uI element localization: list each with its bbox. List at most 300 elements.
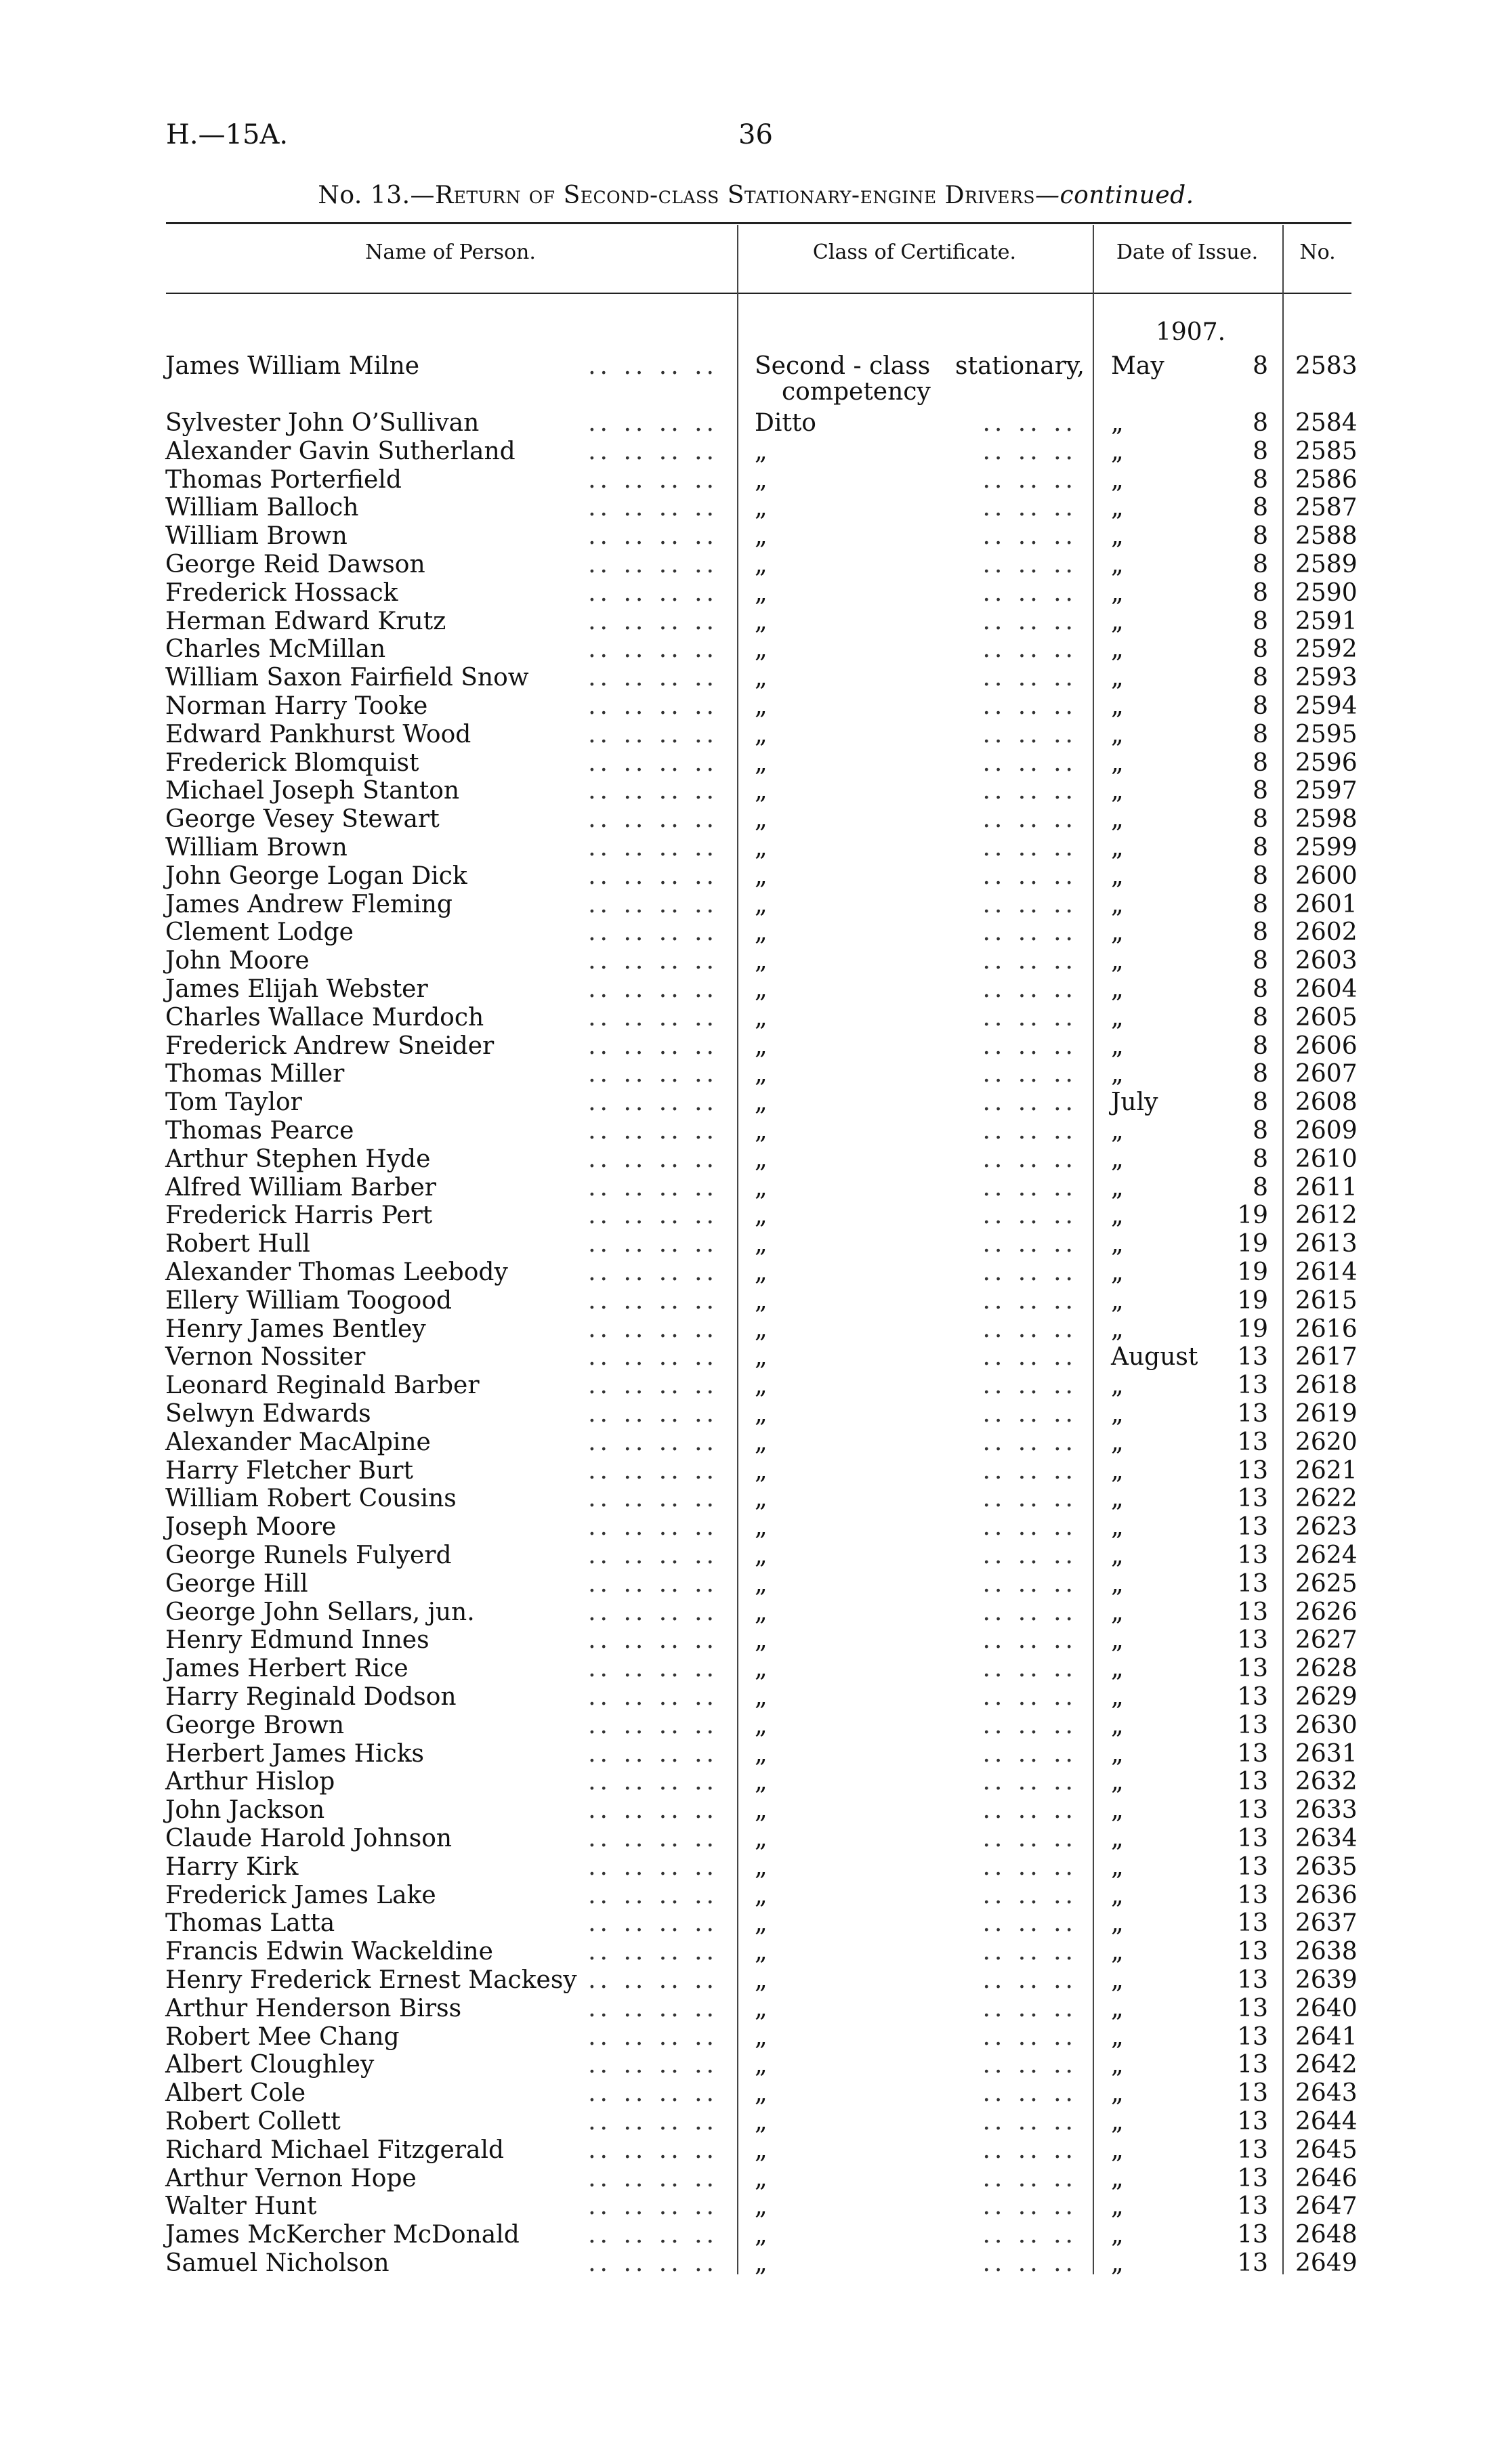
- leader-dots: .. .. ..: [982, 1202, 1077, 1230]
- certificate-number: 2644: [1295, 2108, 1358, 2136]
- leader-dots: .. .. ..: [982, 1994, 1077, 2022]
- leader-dots: .. .. .. ..: [588, 1683, 718, 1711]
- leader-dots: .. .. .. ..: [588, 1343, 718, 1372]
- table-row: [0, 1032, 1512, 1061]
- certificate-class: „: [755, 1003, 768, 1032]
- person-name: Alexander Gavin Sutherland: [165, 437, 516, 465]
- issue-month: „: [1111, 1569, 1124, 1598]
- person-name: Arthur Hislop: [165, 1768, 335, 1796]
- issue-month: „: [1111, 465, 1124, 494]
- table-row: [0, 834, 1512, 862]
- leader-dots: .. .. ..: [982, 1542, 1077, 1569]
- issue-day: 13: [1237, 1372, 1268, 1400]
- issue-day: 8: [1253, 777, 1268, 805]
- certificate-number: 2637: [1295, 1909, 1358, 1938]
- issue-day: 13: [1237, 1796, 1268, 1825]
- table-row: [0, 2023, 1512, 2052]
- issue-day: 8: [1253, 1032, 1268, 1060]
- certificate-number: 2636: [1295, 1881, 1358, 1909]
- certificate-number: 2608: [1295, 1088, 1358, 1117]
- person-name: Ellery William Toogood: [165, 1286, 453, 1315]
- table-row: [0, 777, 1512, 805]
- leader-dots: .. .. ..: [982, 2108, 1077, 2136]
- leader-dots: .. .. ..: [982, 1032, 1077, 1060]
- table-row: [0, 438, 1512, 466]
- person-name: John Moore: [165, 947, 310, 975]
- certificate-class: „: [755, 1372, 768, 1400]
- leader-dots: .. .. ..: [982, 1258, 1077, 1286]
- person-name: Robert Hull: [165, 1230, 310, 1258]
- leader-dots: .. .. .. ..: [588, 918, 718, 947]
- issue-day: 13: [1237, 1683, 1268, 1711]
- certificate-class: „: [755, 522, 768, 551]
- issue-day: 8: [1253, 1088, 1268, 1117]
- table-row: [0, 721, 1512, 749]
- person-name: Albert Cloughley: [165, 2051, 375, 2079]
- leader-dots: .. .. ..: [982, 1286, 1077, 1315]
- leader-dots: .. .. .. ..: [588, 465, 718, 494]
- leader-dots: .. .. ..: [982, 607, 1077, 635]
- issue-month: „: [1111, 1626, 1124, 1655]
- certificate-class: „: [755, 777, 768, 805]
- issue-day: 8: [1253, 1060, 1268, 1088]
- leader-dots: .. .. ..: [982, 692, 1077, 720]
- person-name: John George Logan Dick: [165, 862, 467, 890]
- leader-dots: .. .. ..: [982, 664, 1077, 692]
- issue-day: 8: [1253, 409, 1268, 437]
- issue-day: 13: [1237, 2192, 1268, 2221]
- certificate-class: „: [755, 1173, 768, 1202]
- certificate-number: 2594: [1295, 692, 1358, 720]
- issue-day: 19: [1237, 1230, 1268, 1258]
- leader-dots: .. .. ..: [982, 578, 1077, 607]
- certificate-class: „: [755, 2164, 768, 2192]
- issue-month: „: [1111, 1145, 1124, 1173]
- issue-day: 8: [1253, 437, 1268, 465]
- issue-day: 8: [1253, 1145, 1268, 1173]
- table-row: [0, 2192, 1512, 2221]
- issue-day: 13: [1237, 1626, 1268, 1655]
- issue-month: „: [1111, 409, 1124, 437]
- person-name: Charles Wallace Murdoch: [165, 1003, 484, 1032]
- certificate-number: 2622: [1295, 1485, 1358, 1513]
- issue-day: 13: [1237, 1825, 1268, 1852]
- person-name: Norman Harry Tooke: [165, 692, 428, 720]
- leader-dots: .. .. .. ..: [588, 2079, 718, 2108]
- leader-dots: .. .. ..: [982, 1881, 1077, 1909]
- issue-month: „: [1111, 1173, 1124, 1202]
- certificate-class: „: [755, 2108, 768, 2136]
- leader-dots: .. .. ..: [982, 2051, 1077, 2079]
- certificate-class: „: [755, 664, 768, 692]
- certificate-class: „: [755, 494, 768, 522]
- certificate-class: „: [755, 975, 768, 1003]
- table-row: [0, 1938, 1512, 1966]
- certificate-number: 2602: [1295, 918, 1358, 947]
- leader-dots: .. .. ..: [982, 2192, 1077, 2221]
- certificate-number: 2596: [1295, 748, 1358, 777]
- issue-day: 8: [1253, 720, 1268, 748]
- table-row: [0, 918, 1512, 947]
- issue-day: 13: [1237, 1938, 1268, 1966]
- certificate-number: 2598: [1295, 805, 1358, 834]
- table-row: [0, 805, 1512, 834]
- issue-month: „: [1111, 1513, 1124, 1542]
- issue-month: „: [1111, 1768, 1124, 1796]
- certificate-number: 2616: [1295, 1315, 1358, 1343]
- certificate-number: 2619: [1295, 1400, 1358, 1428]
- leader-dots: .. .. .. ..: [588, 664, 718, 692]
- certificate-class: „: [755, 635, 768, 664]
- leader-dots: .. .. .. ..: [588, 1456, 718, 1485]
- certificate-class: „: [755, 1966, 768, 1994]
- leader-dots: .. .. ..: [982, 1655, 1077, 1683]
- leader-dots: .. .. .. ..: [588, 1003, 718, 1032]
- person-name: William Saxon Fairfield Snow: [165, 664, 529, 692]
- certificate-number: 2629: [1295, 1683, 1358, 1711]
- leader-dots: .. .. ..: [982, 494, 1077, 522]
- issue-day: 8: [1253, 805, 1268, 834]
- certificate-number: 2635: [1295, 1852, 1358, 1881]
- issue-day: 13: [1237, 2022, 1268, 2051]
- issue-day: 8: [1253, 862, 1268, 890]
- table-row: [0, 1995, 1512, 2023]
- leader-dots: .. .. ..: [982, 1909, 1077, 1938]
- leader-dots: .. .. .. ..: [588, 2136, 718, 2164]
- certificate-class: „: [755, 1825, 768, 1852]
- table-row: [0, 1145, 1512, 1174]
- issue-day: 13: [1237, 1966, 1268, 1994]
- person-name: Alexander Thomas Leebody: [165, 1258, 508, 1286]
- certificate-class: „: [755, 1938, 768, 1966]
- certificate-number: 2642: [1295, 2051, 1358, 2079]
- issue-day: 19: [1237, 1202, 1268, 1230]
- issue-day: 13: [1237, 1739, 1268, 1768]
- leader-dots: .. .. ..: [982, 1428, 1077, 1456]
- person-name: Henry Frederick Ernest Mackesy: [165, 1966, 577, 1994]
- person-name: Alfred William Barber: [165, 1173, 436, 1202]
- certificate-number: 2643: [1295, 2079, 1358, 2108]
- issue-month: „: [1111, 2164, 1124, 2192]
- table-row: [0, 1513, 1512, 1542]
- issue-month: „: [1111, 1655, 1124, 1683]
- leader-dots: .. .. .. ..: [588, 1938, 718, 1966]
- issue-day: 19: [1237, 1258, 1268, 1286]
- leader-dots: .. .. ..: [982, 1938, 1077, 1966]
- table-row: [0, 1457, 1512, 1485]
- certificate-class: Ditto: [755, 409, 816, 437]
- certificate-number: 2583: [1295, 352, 1358, 380]
- certificate-number: 2628: [1295, 1655, 1358, 1683]
- page-number: 36: [738, 119, 773, 150]
- person-name: Harry Reginald Dodson: [165, 1683, 457, 1711]
- leader-dots: .. .. ..: [982, 805, 1077, 834]
- certificate-class: „: [755, 1230, 768, 1258]
- issue-day: 8: [1253, 947, 1268, 975]
- issue-month: „: [1111, 1202, 1124, 1230]
- certificate-class: „: [755, 1796, 768, 1825]
- certificate-class: „: [755, 1060, 768, 1088]
- leader-dots: .. .. ..: [982, 1003, 1077, 1032]
- table-row: [0, 1315, 1512, 1344]
- issue-day: 13: [1237, 1485, 1268, 1513]
- certificate-class: „: [755, 607, 768, 635]
- leader-dots: .. .. .. ..: [588, 975, 718, 1003]
- issue-month: „: [1111, 494, 1124, 522]
- table-row: [0, 947, 1512, 975]
- certificate-class: „: [755, 2249, 768, 2277]
- issue-day: 19: [1237, 1315, 1268, 1343]
- table-row: [0, 1230, 1512, 1258]
- issue-month: „: [1111, 1881, 1124, 1909]
- leader-dots: .. .. .. ..: [588, 1768, 718, 1796]
- table-row: [0, 1598, 1512, 1627]
- certificate-number: 2599: [1295, 834, 1358, 862]
- table-row: [0, 409, 1512, 438]
- leader-dots: .. .. .. ..: [588, 692, 718, 720]
- leader-dots: .. .. ..: [982, 1569, 1077, 1598]
- person-name: Selwyn Edwards: [165, 1400, 371, 1428]
- issue-month: „: [1111, 2221, 1124, 2249]
- person-name: Thomas Pearce: [165, 1117, 354, 1145]
- person-name: Francis Edwin Wackeldine: [165, 1938, 493, 1966]
- leader-dots: .. .. ..: [982, 1372, 1077, 1400]
- certificate-number: 2646: [1295, 2164, 1358, 2192]
- issue-month: „: [1111, 1230, 1124, 1258]
- certificate-number: 2611: [1295, 1173, 1358, 1202]
- table-row: [0, 466, 1512, 494]
- issue-day: 8: [1253, 522, 1268, 551]
- table-row: [0, 608, 1512, 636]
- certificate-number: 2590: [1295, 578, 1358, 607]
- issue-month: „: [1111, 692, 1124, 720]
- leader-dots: .. .. ..: [982, 2221, 1077, 2249]
- issue-day: 13: [1237, 2164, 1268, 2192]
- issue-day: 13: [1237, 1513, 1268, 1542]
- table-row: [0, 2136, 1512, 2165]
- certificate-class: „: [755, 2051, 768, 2079]
- certificate-class: „: [755, 2192, 768, 2221]
- issue-month: „: [1111, 437, 1124, 465]
- certificate-number: 2591: [1295, 607, 1358, 635]
- table-row: [0, 551, 1512, 579]
- certificate-class: „: [755, 720, 768, 748]
- issue-day: 8: [1253, 1117, 1268, 1145]
- certificate-number: 2631: [1295, 1739, 1358, 1768]
- leader-dots: .. .. .. ..: [588, 1881, 718, 1909]
- table-row: [0, 1088, 1512, 1117]
- leader-dots: .. .. ..: [982, 1711, 1077, 1739]
- person-name: George Brown: [165, 1711, 345, 1739]
- certificate-class: „: [755, 1881, 768, 1909]
- person-name: Herman Edward Krutz: [165, 607, 446, 635]
- leader-dots: .. .. .. ..: [588, 1542, 718, 1569]
- issue-day: 8: [1253, 890, 1268, 918]
- table-row: [0, 1174, 1512, 1202]
- leader-dots: .. .. .. ..: [588, 1485, 718, 1513]
- certificate-class: „: [755, 2221, 768, 2249]
- certificate-number: 2633: [1295, 1796, 1358, 1825]
- leader-dots: .. .. .. ..: [588, 2249, 718, 2277]
- leader-dots: .. .. .. ..: [588, 494, 718, 522]
- leader-dots: .. .. .. ..: [588, 862, 718, 890]
- certificate-class: „: [755, 1088, 768, 1117]
- issue-day: 8: [1253, 578, 1268, 607]
- certificate-class: „: [755, 465, 768, 494]
- leader-dots: .. .. ..: [982, 890, 1077, 918]
- issue-month: „: [1111, 777, 1124, 805]
- certificate-number: 2621: [1295, 1456, 1358, 1485]
- table-row: [0, 1853, 1512, 1882]
- leader-dots: .. .. .. ..: [588, 352, 718, 380]
- person-name: Walter Hunt: [165, 2192, 317, 2221]
- leader-dots: .. .. ..: [982, 1683, 1077, 1711]
- leader-dots: .. .. .. ..: [588, 2192, 718, 2221]
- person-name: Frederick Hossack: [165, 578, 398, 607]
- leader-dots: .. .. ..: [982, 1456, 1077, 1485]
- leader-dots: .. .. ..: [982, 834, 1077, 862]
- issue-month: „: [1111, 748, 1124, 777]
- person-name: Samuel Nicholson: [165, 2249, 390, 2277]
- certificate-number: 2606: [1295, 1032, 1358, 1060]
- certificate-class: „: [755, 1655, 768, 1683]
- issue-month: August: [1111, 1343, 1198, 1372]
- leader-dots: .. .. .. ..: [588, 1088, 718, 1117]
- table-row: [0, 635, 1512, 664]
- issue-month: „: [1111, 2108, 1124, 2136]
- table-row: [0, 1004, 1512, 1032]
- table-row: [0, 692, 1512, 721]
- certificate-class: „: [755, 1485, 768, 1513]
- person-name: Thomas Latta: [165, 1909, 335, 1938]
- issue-month: „: [1111, 1485, 1124, 1513]
- table-row: [0, 522, 1512, 551]
- table-row: [0, 862, 1512, 891]
- issue-month: „: [1111, 1117, 1124, 1145]
- issue-day: 13: [1237, 1655, 1268, 1683]
- leader-dots: .. .. ..: [982, 1513, 1077, 1542]
- issue-month: „: [1111, 578, 1124, 607]
- leader-dots: .. .. ..: [982, 862, 1077, 890]
- person-name: John Jackson: [165, 1796, 325, 1825]
- table-row: [0, 664, 1512, 692]
- table-row: [0, 1117, 1512, 1145]
- certificate-class: „: [755, 1739, 768, 1768]
- certificate-class: „: [755, 1343, 768, 1372]
- leader-dots: .. .. ..: [982, 1315, 1077, 1343]
- leader-dots: .. .. ..: [982, 1852, 1077, 1881]
- table-row: [0, 1712, 1512, 1740]
- issue-month: „: [1111, 1428, 1124, 1456]
- issue-month: „: [1111, 1003, 1124, 1032]
- leader-dots: .. .. ..: [982, 975, 1077, 1003]
- leader-dots: .. .. ..: [982, 1088, 1077, 1117]
- issue-day: 13: [1237, 2249, 1268, 2277]
- certificate-class: „: [755, 1145, 768, 1173]
- table-row: [0, 1655, 1512, 1683]
- certificate-class: „: [755, 1117, 768, 1145]
- issue-day: 8: [1253, 692, 1268, 720]
- issue-month: „: [1111, 664, 1124, 692]
- table-row: [0, 1882, 1512, 1910]
- person-name: Claude Harold Johnson: [165, 1825, 453, 1852]
- leader-dots: .. .. .. ..: [588, 409, 718, 437]
- leader-dots: .. .. .. ..: [588, 947, 718, 975]
- certificate-class: „: [755, 1032, 768, 1060]
- person-name: George John Sellars, jun.: [165, 1598, 475, 1626]
- table-row: [0, 1202, 1512, 1230]
- issue-month: „: [1111, 947, 1124, 975]
- table-row: [0, 1825, 1512, 1853]
- table-row: [0, 494, 1512, 522]
- leader-dots: .. .. .. ..: [588, 522, 718, 551]
- issue-day: 13: [1237, 1400, 1268, 1428]
- leader-dots: .. .. ..: [982, 748, 1077, 777]
- issue-day: 8: [1253, 1173, 1268, 1202]
- issue-day: 13: [1237, 1598, 1268, 1626]
- issue-day: 13: [1237, 1343, 1268, 1372]
- person-name: Leonard Reginald Barber: [165, 1372, 480, 1400]
- title-suffix: —continued.: [1034, 182, 1194, 209]
- person-name: James McKercher McDonald: [165, 2221, 520, 2249]
- leader-dots: .. .. ..: [982, 2079, 1077, 2108]
- certificate-class: „: [755, 947, 768, 975]
- certificate-number: 2605: [1295, 1003, 1358, 1032]
- leader-dots: .. .. .. ..: [588, 1852, 718, 1881]
- issue-day: 13: [1237, 2108, 1268, 2136]
- leader-dots: .. .. .. ..: [588, 1060, 718, 1088]
- person-name: James Herbert Rice: [165, 1655, 408, 1683]
- leader-dots: .. .. ..: [982, 1739, 1077, 1768]
- leader-dots: .. .. .. ..: [588, 1739, 718, 1768]
- table-row: [0, 1570, 1512, 1598]
- certificate-class: „: [755, 890, 768, 918]
- certificate-number: 2620: [1295, 1428, 1358, 1456]
- issue-month: „: [1111, 2051, 1124, 2079]
- issue-month: „: [1111, 1372, 1124, 1400]
- leader-dots: .. .. ..: [982, 1796, 1077, 1825]
- certificate-class: „: [755, 1513, 768, 1542]
- certificate-number: 2585: [1295, 437, 1358, 465]
- person-name: Herbert James Hicks: [165, 1739, 424, 1768]
- title-prefix: No. 13.—: [318, 182, 436, 209]
- issue-day: 8: [1253, 748, 1268, 777]
- issue-month: „: [1111, 2079, 1124, 2108]
- issue-day: 8: [1253, 551, 1268, 578]
- certificate-class: „: [755, 1569, 768, 1598]
- certificate-class: „: [755, 1315, 768, 1343]
- certificate-number: 2604: [1295, 975, 1358, 1003]
- issue-month: „: [1111, 1825, 1124, 1852]
- issue-month: „: [1111, 1994, 1124, 2022]
- table-row: [0, 1428, 1512, 1457]
- certificate-number: 2584: [1295, 409, 1358, 437]
- certificate-class: „: [755, 748, 768, 777]
- leader-dots: .. .. ..: [982, 720, 1077, 748]
- person-name: William Balloch: [165, 494, 359, 522]
- certificate-class: „: [755, 1852, 768, 1881]
- certificate-number: 2610: [1295, 1145, 1358, 1173]
- issue-day: 13: [1237, 1881, 1268, 1909]
- certificate-number: 2615: [1295, 1286, 1358, 1315]
- leader-dots: .. .. .. ..: [588, 2022, 718, 2051]
- issue-month: „: [1111, 918, 1124, 947]
- certificate-class: „: [755, 1768, 768, 1796]
- table-row: [0, 1287, 1512, 1315]
- leader-dots: .. .. .. ..: [588, 1994, 718, 2022]
- certificate-class: „: [755, 578, 768, 607]
- table-row: [0, 1542, 1512, 1570]
